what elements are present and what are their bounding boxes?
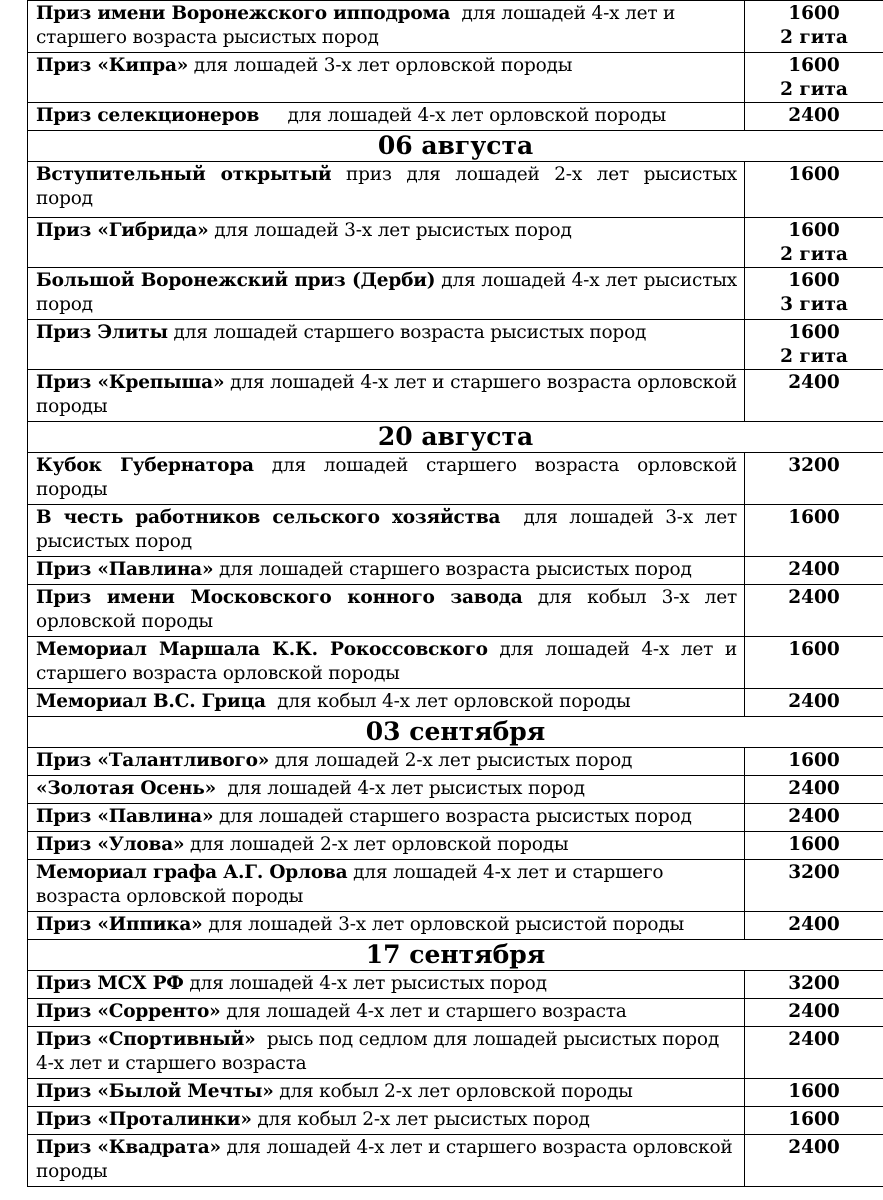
- race-distance-cell: [745, 370, 883, 422]
- date-heading: 20 августа: [28, 422, 883, 453]
- race-conditions: для лошадей 4-х лет и старшего возраста орловской породы: [36, 862, 669, 907]
- race-distance-cell: [745, 320, 883, 370]
- race-title: Приз «Талантливого»: [36, 750, 270, 771]
- race-row: [28, 218, 883, 268]
- race-row: [28, 1135, 883, 1187]
- race-title: Приз имени Воронежского ипподрома: [36, 3, 451, 24]
- race-row: [28, 776, 883, 804]
- race-distance-cell: [745, 999, 883, 1027]
- race-title: Приз «Спортивный»: [36, 1029, 256, 1050]
- race-conditions: для лошадей старшего возраста рысистых пород: [213, 559, 692, 580]
- race-row: [28, 53, 883, 103]
- race-row: [28, 804, 883, 832]
- race-description-cell: [28, 912, 745, 940]
- race-conditions: для лошадей 3-х лет орловской рысистой породы: [202, 914, 685, 935]
- race-title: Приз «Павлина»: [36, 806, 214, 827]
- race-description-cell: [28, 860, 745, 912]
- race-conditions: для лошадей 3-х лет орловской породы: [188, 55, 573, 76]
- race-conditions: для лошадей 4-х лет рысистых пород: [216, 778, 585, 799]
- race-distance: 1600: [788, 220, 840, 241]
- race-distance: 2400: [788, 587, 840, 608]
- race-conditions: для лошадей 4-х лет и старшего возраста: [220, 1001, 627, 1022]
- race-heats: 3 гита: [780, 294, 848, 315]
- race-row: [28, 162, 883, 218]
- race-title: Приз «Крепыша»: [36, 372, 225, 393]
- race-conditions: рысь под седлом для лошадей рысистых пород 4-х лет и старшего возраста: [36, 1029, 725, 1074]
- race-title: Большой Воронежский приз (Дерби): [36, 270, 436, 291]
- race-conditions: для лошадей 3-х лет рысистых пород: [36, 507, 743, 552]
- race-title: В честь работников сельского хозяйства: [36, 507, 501, 528]
- race-distance: 2400: [788, 105, 840, 126]
- race-description-cell: [28, 999, 745, 1027]
- race-description-cell: [28, 776, 745, 804]
- race-conditions: для лошадей 2-х лет рысистых пород: [269, 750, 633, 771]
- race-conditions: для лошадей старшего возраста орловской породы: [36, 455, 743, 500]
- race-distance-cell: [745, 748, 883, 776]
- race-distance-cell: [745, 860, 883, 912]
- race-description-cell: [28, 162, 745, 218]
- race-row: [28, 505, 883, 557]
- race-distance-cell: [745, 1135, 883, 1187]
- race-row: [28, 1, 883, 53]
- race-distance-cell: [745, 453, 883, 505]
- race-conditions: для лошадей 4-х лет орловской породы: [259, 105, 666, 126]
- race-distance-cell: [745, 218, 883, 268]
- race-title: «Золотая Осень»: [36, 778, 216, 799]
- race-title: Приз селекционеров: [36, 105, 260, 126]
- race-row: [28, 585, 883, 637]
- race-distance: 2400: [788, 1137, 840, 1158]
- race-row: [28, 268, 883, 320]
- race-distance: 2400: [788, 372, 840, 393]
- race-schedule-table: [27, 0, 883, 1187]
- race-heats: 2 гита: [780, 79, 848, 100]
- date-heading: 06 августа: [28, 131, 883, 162]
- race-distance-cell: [745, 1079, 883, 1107]
- race-distance-cell: [745, 832, 883, 860]
- race-distance: 2400: [788, 914, 840, 935]
- race-schedule-body: [28, 1, 883, 1187]
- race-title: Приз Элиты: [36, 322, 168, 343]
- race-description-cell: [28, 53, 745, 103]
- race-row: [28, 748, 883, 776]
- race-title: Приз «Квадрата»: [36, 1137, 221, 1158]
- race-title: Приз «Гибрида»: [36, 220, 209, 241]
- race-distance: 1600: [788, 270, 840, 291]
- date-header-row: [28, 422, 883, 453]
- race-distance-cell: [745, 912, 883, 940]
- race-conditions: для лошадей 4-х лет и старшего возраста рысистых пород: [36, 3, 681, 48]
- race-distance-cell: [745, 268, 883, 320]
- race-distance: 1600: [788, 55, 840, 76]
- race-distance: 1600: [788, 639, 840, 660]
- race-conditions: для лошадей 4-х лет рысистых пород: [36, 270, 743, 315]
- race-conditions: для лошадей старшего возраста рысистых пород: [213, 806, 692, 827]
- race-description-cell: [28, 1027, 745, 1079]
- race-title: Приз «Былой Мечты»: [36, 1081, 274, 1102]
- date-header-row: [28, 940, 883, 971]
- race-conditions: для лошадей 4-х лет рысистых пород: [183, 973, 547, 994]
- race-distance-cell: [745, 53, 883, 103]
- race-description-cell: [28, 637, 745, 689]
- race-distance-cell: [745, 1, 883, 53]
- race-distance: 1600: [788, 164, 840, 185]
- race-row: [28, 453, 883, 505]
- race-distance-cell: [745, 637, 883, 689]
- race-description-cell: [28, 103, 745, 131]
- race-distance: 3200: [788, 455, 840, 476]
- race-description-cell: [28, 1107, 745, 1135]
- race-distance-cell: [745, 1107, 883, 1135]
- date-header-row: [28, 131, 883, 162]
- race-title: Приз МСХ РФ: [36, 973, 184, 994]
- race-distance: 1600: [788, 3, 840, 24]
- race-row: [28, 832, 883, 860]
- race-distance: 2400: [788, 806, 840, 827]
- race-distance: 1600: [788, 507, 840, 528]
- race-distance-cell: [745, 103, 883, 131]
- race-row: [28, 1079, 883, 1107]
- race-distance: 1600: [788, 834, 840, 855]
- race-conditions: для лошадей 4-х лет и старшего возраста орловской породы: [36, 639, 743, 684]
- race-description-cell: [28, 268, 745, 320]
- race-conditions: для лошадей 3-х лет рысистых пород: [208, 220, 572, 241]
- race-description-cell: [28, 585, 745, 637]
- race-title: Вступительный открытый: [36, 164, 332, 185]
- race-description-cell: [28, 1079, 745, 1107]
- race-row: [28, 370, 883, 422]
- race-conditions: для лошадей 4-х лет и старшего возраста орловской породы: [36, 1137, 739, 1182]
- race-description-cell: [28, 320, 745, 370]
- race-title: Приз «Сорренто»: [36, 1001, 221, 1022]
- race-distance: 2400: [788, 559, 840, 580]
- race-distance-cell: [745, 971, 883, 999]
- race-description-cell: [28, 748, 745, 776]
- race-row: [28, 557, 883, 585]
- race-row: [28, 999, 883, 1027]
- race-row: [28, 689, 883, 717]
- race-distance: 3200: [788, 862, 840, 883]
- race-distance-cell: [745, 585, 883, 637]
- race-description-cell: [28, 1135, 745, 1187]
- race-conditions: для кобыл 3-х лет орловской породы: [36, 587, 743, 632]
- race-conditions: для лошадей 2-х лет орловской породы: [184, 834, 569, 855]
- race-row: [28, 320, 883, 370]
- race-distance: 1600: [788, 322, 840, 343]
- race-description-cell: [28, 218, 745, 268]
- date-heading: 03 сентября: [28, 717, 883, 748]
- race-distance-cell: [745, 776, 883, 804]
- race-row: [28, 1027, 883, 1079]
- race-heats: 2 гита: [780, 244, 848, 265]
- race-heats: 2 гита: [780, 27, 848, 48]
- race-distance-cell: [745, 689, 883, 717]
- race-description-cell: [28, 370, 745, 422]
- race-description-cell: [28, 804, 745, 832]
- race-heats: 2 гита: [780, 346, 848, 367]
- race-title: Приз имени Московского конного завода: [36, 587, 523, 608]
- race-distance: 1600: [788, 750, 840, 771]
- race-distance: 1600: [788, 1081, 840, 1102]
- race-distance-cell: [745, 162, 883, 218]
- race-distance: 1600: [788, 1109, 840, 1130]
- race-row: [28, 103, 883, 131]
- race-title: Мемориал В.С. Грица: [36, 691, 266, 712]
- race-distance: 2400: [788, 1001, 840, 1022]
- race-distance: 3200: [788, 973, 840, 994]
- race-distance: 2400: [788, 778, 840, 799]
- race-distance-cell: [745, 1027, 883, 1079]
- race-row: [28, 1107, 883, 1135]
- race-conditions: для лошадей 4-х лет и старшего возраста орловской породы: [36, 372, 743, 417]
- date-heading: 17 сентября: [28, 940, 883, 971]
- race-conditions: для кобыл 2-х лет рысистых пород: [251, 1109, 590, 1130]
- race-description-cell: [28, 505, 745, 557]
- race-distance-cell: [745, 505, 883, 557]
- race-distance: 2400: [788, 1029, 840, 1050]
- race-title: Приз «Проталинки»: [36, 1109, 252, 1130]
- race-title: Приз «Иппика»: [36, 914, 203, 935]
- race-conditions: для кобыл 4-х лет орловской породы: [265, 691, 631, 712]
- race-description-cell: [28, 971, 745, 999]
- race-description-cell: [28, 832, 745, 860]
- race-description-cell: [28, 453, 745, 505]
- race-description-cell: [28, 689, 745, 717]
- race-title: Приз «Улова»: [36, 834, 185, 855]
- race-conditions: для кобыл 2-х лет орловской породы: [273, 1081, 633, 1102]
- race-conditions: приз для лошадей 2-х лет рысистых пород: [36, 164, 743, 209]
- race-description-cell: [28, 557, 745, 585]
- race-description-cell: [28, 1, 745, 53]
- race-row: [28, 637, 883, 689]
- race-conditions: для лошадей старшего возраста рысистых пород: [167, 322, 647, 343]
- race-row: [28, 971, 883, 999]
- race-row: [28, 912, 883, 940]
- race-row: [28, 860, 883, 912]
- race-title: Приз «Павлина»: [36, 559, 214, 580]
- race-distance-cell: [745, 557, 883, 585]
- race-title: Мемориал Маршала К.К. Рокоссовского: [36, 639, 488, 660]
- race-title: Кубок Губернатора: [36, 455, 254, 476]
- race-title: Мемориал графа А.Г. Орлова: [36, 862, 348, 883]
- race-title: Приз «Кипра»: [36, 55, 189, 76]
- race-distance-cell: [745, 804, 883, 832]
- race-distance: 2400: [788, 691, 840, 712]
- date-header-row: [28, 717, 883, 748]
